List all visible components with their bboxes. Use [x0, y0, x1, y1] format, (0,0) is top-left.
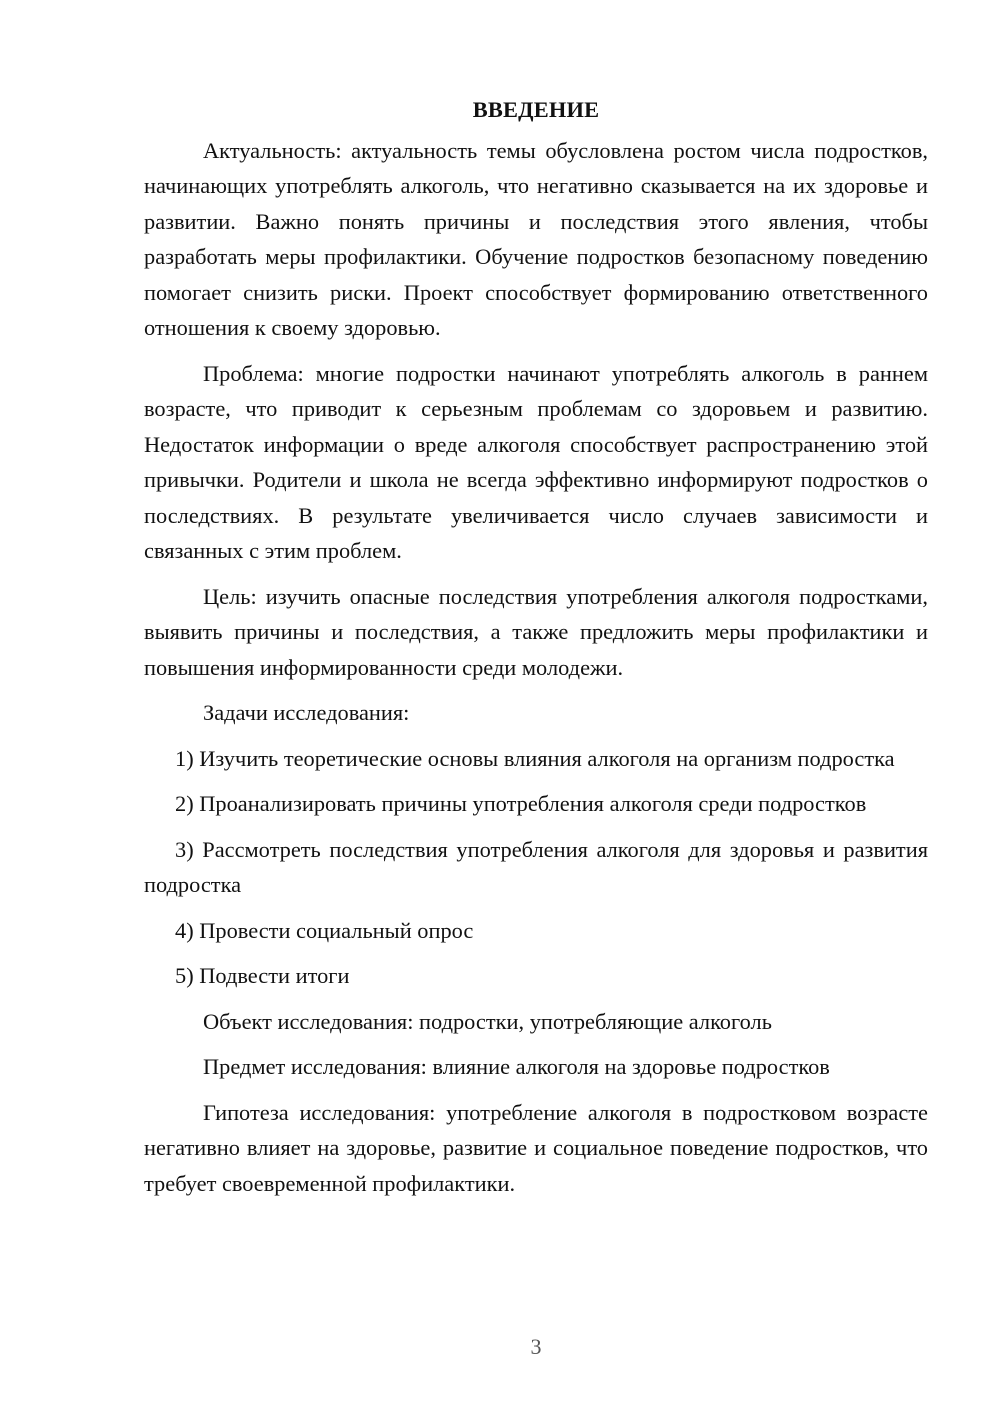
research-subject: Предмет исследования: влияние алкоголя на здоровье подростков — [203, 1054, 830, 1079]
task-item-1: 1) Изучить теоретические основы влияния алкоголя на организм подростка — [175, 745, 895, 771]
hypothesis-paragraph: Гипотеза исследования: употребление алкоголя в подростковом возрасте негативно влияет на здоровье, развитие и социальное поведение подростков, что требует своевременной профилактики. — [144, 1099, 928, 1196]
page-number: 3 — [530, 1334, 542, 1359]
tasks-title: Задачи исследования: — [203, 700, 410, 725]
task-item-4: 4) Провести социальный опрос — [175, 917, 474, 943]
section-heading: ВВЕДЕНИЕ — [472, 97, 600, 122]
problem-paragraph: Проблема: многие подростки начинают употреблять алкоголь в раннем возрасте, что приводит к серьезным проблемам со здоровьем и развитию. Недостаток информации о вреде алкоголя способствует распространению этой привычки. Родители и школа не всегда эффективно информируют подростков о последствиях. В результате увеличивается число случаев зависимости и связанных с этим проблем. — [144, 360, 928, 563]
page-content — [144, 92, 928, 1211]
task-item-3: 3) Рассмотреть последствия употребления алкоголя для здоровья и развития подростка — [144, 836, 928, 897]
task-item-5: 5) Подвести итоги — [175, 963, 350, 988]
task-item-2: 2) Проанализировать причины употребления алкоголя среди подростков — [175, 791, 867, 816]
goal-paragraph: Цель: изучить опасные последствия употребления алкоголя подростками, выявить причины и последствия, а также предложить меры профилактики и повышения информированности среди молодежи. — [144, 583, 928, 680]
relevance-paragraph: Актуальность: актуальность темы обусловлена ростом числа подростков, начинающих употреблять алкоголь, что негативно сказывается на их здоровье и развитии. Важно понять причины и последствия этого явления, чтобы разработать меры профилактики. Обучение подростков безопасному поведению помогает снизить риски. Проект способствует формированию ответственного отношения к своему здоровью. — [144, 137, 928, 340]
research-object: Объект исследования: подростки, употребляющие алкоголь — [203, 1008, 772, 1034]
